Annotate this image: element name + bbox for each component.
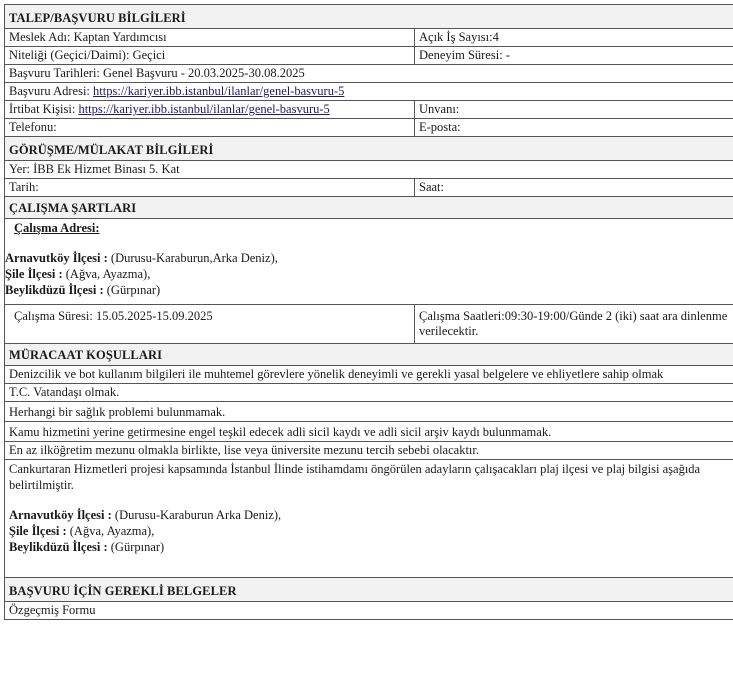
kosul-3: Herhangi bir sağlık problemi bulunmamak. — [4, 401, 733, 421]
form-row-calisma-suresi — [4, 304, 733, 343]
kosul-1: Denizcilik ve bot kullanım bilgileri ile muhtemel görevlere yönelik deneyimli ve gerekli yasal belgelere ve ehliyetlere sahip olmak — [4, 365, 733, 383]
form-row-telefon — [4, 118, 733, 136]
calisma-suresi: Çalışma Süresi: 15.05.2025-15.09.2025 — [5, 305, 415, 343]
calisma-ilce-list — [5, 250, 733, 298]
calisma-adresi-heading: Çalışma Adresi: — [14, 221, 100, 235]
section-header-talep: TALEP/BAŞVURU BİLGİLERİ — [4, 4, 733, 28]
e-posta: E-posta: — [419, 120, 461, 134]
form-row-tarih — [4, 178, 733, 196]
telefonu: Telefonu: — [5, 119, 415, 136]
plaj-ilce-list — [5, 507, 733, 555]
niteligi: Niteliği (Geçici/Daimi): Geçici — [5, 47, 415, 64]
basvuru-adresi-label: Başvuru Adresi: — [9, 84, 94, 98]
kosul-5: En az ilköğretim mezunu olmakla birlikte, lise veya üniversite mezunu tercih sebebi olacaktır. — [4, 441, 733, 459]
plaj-arnavutkoy: Arnavutköy İlçesi : (Durusu-Karaburun Arka Deniz), — [9, 508, 282, 522]
section-header-calisma: ÇALIŞMA ŞARTLARI — [4, 196, 733, 218]
belge-1: Özgeçmiş Formu — [4, 601, 733, 620]
ilce-beylikduzu: Beylikdüzü İlçesi : (Gürpınar) — [5, 283, 161, 297]
form-row-meslek — [4, 28, 733, 46]
kosul-4: Kamu hizmetini yerine getirmesine engel teşkil edecek adli sicil kaydı ve adli sicil arşiv kaydı bulunmamak. — [4, 421, 733, 441]
kosul-6-block — [4, 459, 733, 577]
kosul-2: T.C. Vatandaşı olmak. — [4, 383, 733, 401]
plaj-sile: Şile İlçesi : (Ağva, Ayazma), — [9, 524, 155, 538]
basvuru-adresi — [4, 82, 733, 100]
ilce-sile: Şile İlçesi : (Ağva, Ayazma), — [5, 267, 151, 281]
form-row-nitelik — [4, 46, 733, 64]
application-form — [4, 4, 733, 620]
acik-is-sayisi: Açık İş Sayısı:4 — [419, 30, 499, 44]
plaj-beylikduzu: Beylikdüzü İlçesi : (Gürpınar) — [9, 540, 165, 554]
calisma-adresi-block — [4, 218, 733, 304]
section-header-gorusme: GÖRÜŞME/MÜLAKAT BİLGİLERİ — [4, 136, 733, 160]
section-header-belgeler: BAŞVURU İÇİN GEREKLİ BELGELER — [4, 577, 733, 601]
gorusme-saat: Saat: — [419, 180, 444, 194]
irtibat-link[interactable]: https://kariyer.ibb.istanbul/ilanlar/genel-basvuru-5 — [78, 102, 330, 116]
unvani: Unvanı: — [419, 102, 460, 116]
section-header-muracaat: MÜRACAAT KOŞULLARI — [4, 343, 733, 365]
irtibat-label: İrtibat Kişisi: — [9, 102, 79, 116]
gorusme-yer: Yer: İBB Ek Hizmet Binası 5. Kat — [4, 160, 733, 178]
form-row-irtibat — [4, 100, 733, 118]
irtibat-kisisi — [5, 101, 415, 118]
kosul-6: Cankurtaran Hizmetleri projesi kapsamında İstanbul İlinde istihamdamı öngörülen adayların çalışacakları plaj ilçesi ve plaj bilgisi aşağıda belirtilmiştir. — [9, 462, 701, 492]
ilce-arnavutkoy: Arnavutköy İlçesi : (Durusu-Karaburun,Arka Deniz), — [5, 251, 278, 265]
basvuru-tarihleri: Başvuru Tarihleri: Genel Başvuru - 20.03.2025-30.08.2025 — [4, 64, 733, 82]
deneyim-suresi: Deneyim Süresi: - — [419, 48, 510, 62]
basvuru-adresi-link[interactable]: https://kariyer.ibb.istanbul/ilanlar/genel-basvuru-5 — [93, 84, 345, 98]
calisma-saatleri: Çalışma Saatleri:09:30-19:00/Günde 2 (iki) saat ara dinlenme verilecektir. — [419, 309, 728, 338]
gorusme-tarih: Tarih: — [5, 179, 415, 196]
meslek-adi: Meslek Adı: Kaptan Yardımcısı — [5, 29, 415, 46]
